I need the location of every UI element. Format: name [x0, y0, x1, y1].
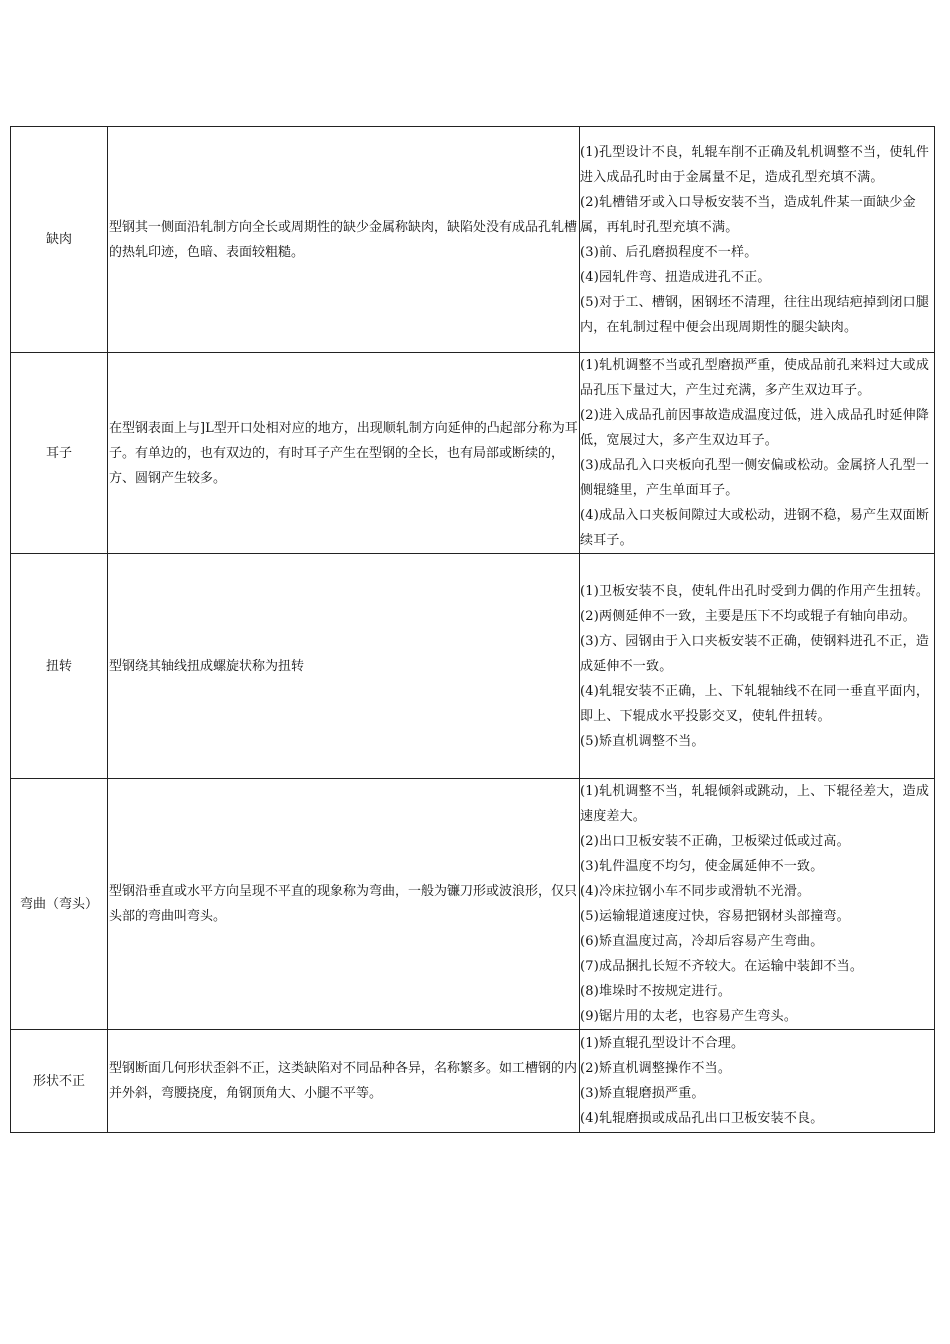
- defect-table-body: [11, 127, 935, 1133]
- cause-item: (2)矫直机调整操作不当。: [580, 1061, 732, 1076]
- defect-table: [10, 126, 935, 1133]
- cause-item: (3)成品孔入口夹板向孔型一侧安偏或松动。金属挤人孔型一侧辊缝里，产生单面耳子。: [580, 458, 930, 498]
- cause-item: (3)轧件温度不均匀，使金属延伸不一致。: [580, 859, 824, 874]
- cause-item: (5)对于工、槽钢，困钢坯不清理，往往出现结疤掉到闭口腿内，在轧制过程中便会出现周期性的腿尖缺肉。: [580, 294, 930, 335]
- defect-causes: [580, 779, 935, 1030]
- defect-causes: [580, 127, 935, 353]
- cause-item: (2)出口卫板安装不正确，卫板梁过低或过高。: [580, 834, 850, 849]
- table-row: [11, 554, 935, 779]
- cause-item: (1)轧机调整不当，轧辊倾斜或跳动，上、下辊径差大，造成速度差大。: [580, 784, 930, 824]
- cause-item: (1)轧机调整不当或孔型磨损严重，使成品前孔来料过大或成品孔压下量过大，产生过充满，多产生双边耳子。: [580, 358, 930, 398]
- cause-item: (1)孔型设计不良，轧辊车削不正确及轧机调整不当，使轧件进入成品孔时由于金属量不足，造成孔型充填不满。: [580, 144, 930, 185]
- cause-item: (7)成品捆扎长短不齐较大。在运输中装卸不当。: [580, 959, 864, 974]
- cause-item: (3)前、后孔磨损程度不一样。: [580, 244, 758, 260]
- cause-item: (4)成品入口夹板间隙过大或松动，进钢不稳，易产生双面断续耳子。: [580, 508, 930, 548]
- cause-item: (5)矫直机调整不当。: [580, 733, 705, 749]
- cause-item: (3)矫直辊磨损严重。: [580, 1086, 705, 1101]
- cause-item: (5)运输辊道速度过快，容易把钢材头部撞弯。: [580, 909, 850, 924]
- table-row: [11, 353, 935, 554]
- defect-causes: [580, 554, 935, 779]
- table-row: [11, 779, 935, 1030]
- cause-item: (4)冷床拉钢小车不同步或滑轨不光滑。: [580, 884, 811, 899]
- defect-description: 型钢沿垂直或水平方向呈现不平直的现象称为弯曲，一般为镰刀形或波浪形，仅只头部的弯曲叫弯头。: [108, 779, 580, 1030]
- defect-causes: [580, 353, 935, 554]
- defect-name: 弯曲（弯头）: [11, 779, 108, 1030]
- cause-item: (8)堆垛时不按规定进行。: [580, 984, 732, 999]
- cause-item: (2)两侧延伸不一致，主要是压下不均或辊子有轴向串动。: [580, 608, 916, 624]
- cause-item: (1)矫直辊孔型设计不合理。: [580, 1036, 745, 1051]
- cause-item: (3)方、园钢由于入口夹板安装不正确，使钢料进孔不正，造成延伸不一致。: [580, 633, 930, 674]
- defect-description: 型钢绕其轴线扭成螺旋状称为扭转: [108, 554, 580, 779]
- table-row: [11, 1030, 935, 1133]
- defect-description: 在型钢表面上与]L型开口处相对应的地方，出现顺轧制方向延伸的凸起部分称为耳子。有单边的，也有双边的，有时耳子产生在型钢的全长，也有局部或断续的，方、圆钢产生较多。: [108, 353, 580, 554]
- cause-item: (2)进入成品孔前因事故造成温度过低，进入成品孔时延伸降低，宽展过大，多产生双边耳子。: [580, 408, 930, 448]
- defect-name: 缺肉: [11, 127, 108, 353]
- cause-item: (1)卫板安装不良，使轧件出孔时受到力偶的作用产生扭转。: [580, 583, 930, 599]
- defect-name: 形状不正: [11, 1030, 108, 1133]
- defect-name: 耳子: [11, 353, 108, 554]
- cause-item: (4)轧辊安装不正确，上、下轧辊轴线不在同一垂直平面内，即上、下辊成水平投影交叉，使轧件扭转。: [580, 683, 930, 724]
- defect-description: 型钢断面几何形状歪斜不正，这类缺陷对不同品种各异，名称繁多。如工槽钢的内并外斜，弯腰挠度，角钢顶角大、小腿不平等。: [108, 1030, 580, 1133]
- cause-item: (4)园轧件弯、扭造成进孔不正。: [580, 269, 771, 285]
- cause-item: (4)轧辊磨损或成品孔出口卫板安装不良。: [580, 1111, 824, 1126]
- defect-description: 型钢其一侧面沿轧制方向全长或周期性的缺少金属称缺肉，缺陷处没有成品孔轧槽的热轧印迹，色暗、表面较粗糙。: [108, 127, 580, 353]
- cause-item: (9)锯片用的太老，也容易产生弯头。: [580, 1009, 798, 1024]
- table-row: [11, 127, 935, 353]
- cause-item: (6)矫直温度过高，冷却后容易产生弯曲。: [580, 934, 824, 949]
- defect-name: 扭转: [11, 554, 108, 779]
- cause-item: (2)轧槽错牙或入口导板安装不当，造成轧件某一面缺少金属，再轧时孔型充填不满。: [580, 194, 916, 235]
- defect-causes: [580, 1030, 935, 1133]
